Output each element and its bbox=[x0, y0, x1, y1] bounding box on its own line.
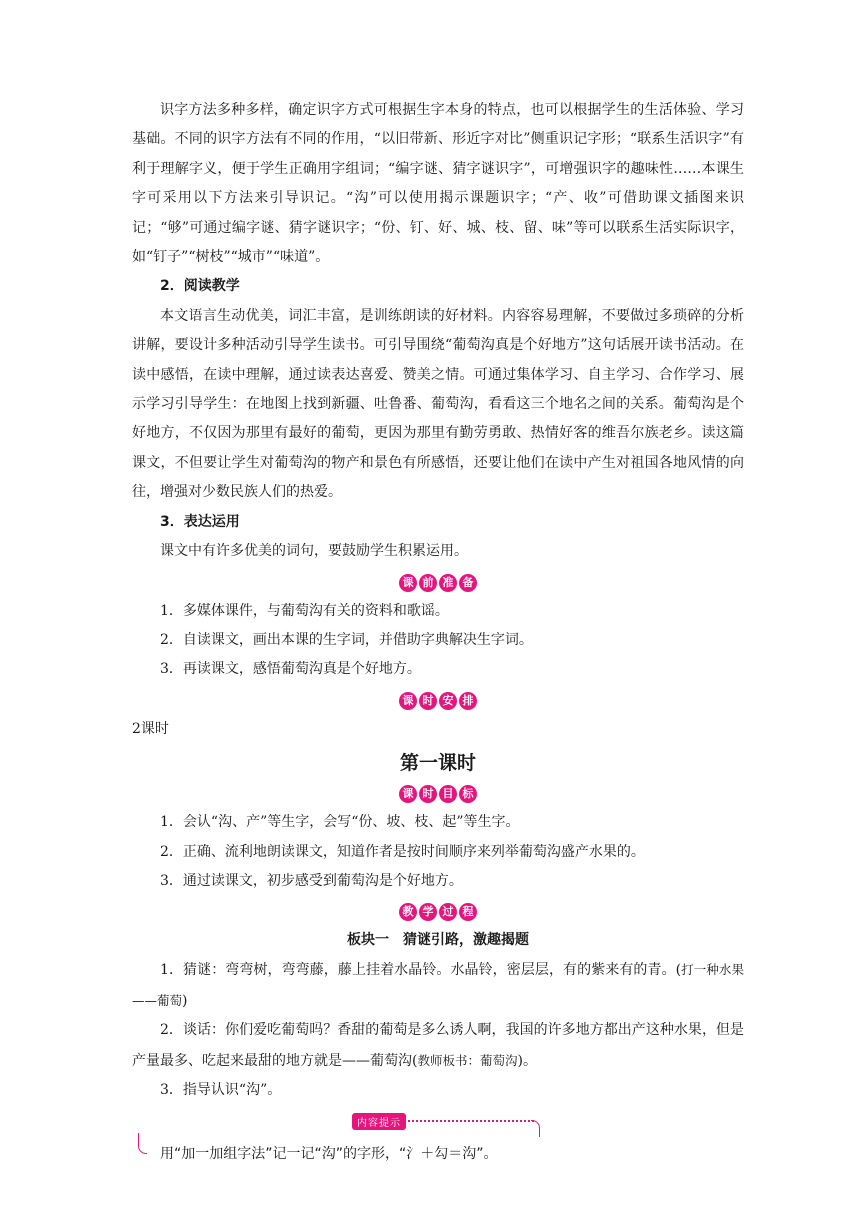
badge-char: 排 bbox=[459, 692, 477, 710]
tip-label: 内容提示 bbox=[352, 1113, 406, 1130]
badge-char: 时 bbox=[419, 692, 437, 710]
content-tip-box bbox=[132, 1113, 744, 1173]
badge-char: 课 bbox=[399, 692, 417, 710]
badge-char: 过 bbox=[439, 903, 457, 921]
badge-char: 教 bbox=[399, 903, 417, 921]
badge-process bbox=[132, 900, 744, 922]
talk-note: 教师板书：葡萄沟 bbox=[417, 1052, 518, 1068]
tip-text: 用“加一加组字法”记一记“沟”的字形，“氵＋勾＝沟”。 bbox=[160, 1146, 498, 1163]
talk-end: )。 bbox=[517, 1052, 537, 1069]
badge-char: 课 bbox=[399, 785, 417, 803]
badge-char: 安 bbox=[439, 692, 457, 710]
tip-bracket-right bbox=[531, 1120, 540, 1137]
block-title: 板块一 猜谜引路，激趣揭题 bbox=[347, 932, 529, 949]
prep-item: 2．自读课文，画出本课的生字词，并借助字典解决生字词。 bbox=[160, 631, 533, 648]
riddle-note: 打一种水果——葡萄 bbox=[132, 962, 744, 1008]
badge-char: 课 bbox=[399, 574, 417, 592]
talk-text: 2．谈话：你们爱吃葡萄吗？香甜的葡萄是多么诱人啊，我国的许多地方都出产这种水果，但是产量最多、吃起来最甜的地方就是——葡萄沟( bbox=[132, 1022, 744, 1069]
badge-char: 标 bbox=[459, 785, 477, 803]
process-item-guide: 3．指导认识“沟”。 bbox=[160, 1081, 282, 1098]
badge-char: 时 bbox=[419, 785, 437, 803]
badge-goals bbox=[132, 782, 744, 804]
lesson-title: 第一课时 bbox=[399, 752, 476, 775]
goal-item: 2．正确、流利地朗读课文，知道作者是按时间顺序来列举葡萄沟盛产水果的。 bbox=[160, 843, 645, 860]
badge-schedule bbox=[132, 689, 744, 711]
goal-item: 1．会认“沟、产”等生字，会写“份、坡、枝、起”等生字。 bbox=[160, 814, 520, 831]
prep-item: 1．多媒体课件，与葡萄沟有关的资料和歌谣。 bbox=[160, 602, 449, 619]
tip-dotted-line bbox=[404, 1120, 534, 1122]
goal-item: 3．通过读课文，初步感受到葡萄沟是个好地方。 bbox=[160, 872, 463, 889]
badge-char: 准 bbox=[439, 574, 457, 592]
badge-prep bbox=[132, 571, 744, 593]
badge-char: 目 bbox=[439, 785, 457, 803]
section-heading-reading: 2．阅读教学 bbox=[160, 278, 240, 295]
badge-char: 前 bbox=[419, 574, 437, 592]
process-item-riddle bbox=[132, 955, 744, 1016]
reading-paragraph: 本文语言生动优美，词汇丰富，是训练朗读的好材料。内容容易理解，不要做过多琐碎的分析讲解，要设计多种活动引导学生读书。可引导围绕“葡萄沟真是个好地方”这句话展开读书活动。在读中感悟，在读中理解，通过读表达喜爱、赞美之情。可通过集体学习、自主学习、合作学习、展示学习引导学生：在地图上找到新疆、吐鲁番、葡萄沟，看看这三个地名之间的关系。葡萄沟是个好地方，不仅因为那里有最好的葡萄，更因为那里有勤劳勇敢、热情好客的维吾尔族老乡。读这篇课文，不但要让学生对葡萄沟的物产和景色有所感悟，还要让他们在读中产生对祖国各地风情的向往，增强对少数民族人们的热爱。 bbox=[132, 307, 744, 501]
intro-paragraph: 识字方法多种多样，确定识字方式可根据生字本身的特点，也可以根据学生的生活体验、学习基础。不同的识字方法有不同的作用，“以旧带新、形近字对比”侧重识记字形；“联系生活识字”有利于理解字义，便于学生正确用字组词；“编字谜、猜字谜识字”，可增强识字的趣味性……本课生字可采用以下方法来引导识记。“沟”可以使用揭示课题识字；“产、收”可借助课文插图来识记；“够”可通过编字谜、猜字谜识字；“份、钉、好、城、枝、留、味”等可以联系生活实际识字，如“钉子”“树枝”“城市”“味道”。 bbox=[132, 102, 744, 266]
riddle-text: 1．猜谜：弯弯树，弯弯藤，藤上挂着水晶铃。水晶铃，密层层，有的紫来有的青。( bbox=[160, 962, 682, 979]
badge-char: 备 bbox=[459, 574, 477, 592]
prep-item: 3．再读课文，感悟葡萄沟真是个好地方。 bbox=[160, 661, 421, 678]
badge-char: 学 bbox=[419, 903, 437, 921]
process-item-talk bbox=[132, 1016, 744, 1076]
riddle-end: ) bbox=[182, 992, 188, 1009]
badge-char: 程 bbox=[459, 903, 477, 921]
schedule-text: 2课时 bbox=[132, 720, 169, 737]
expression-paragraph: 课文中有许多优美的词句，要鼓励学生积累运用。 bbox=[160, 543, 468, 560]
content-column bbox=[132, 96, 744, 1173]
tip-bracket-left bbox=[138, 1133, 147, 1154]
section-heading-expression: 3．表达运用 bbox=[160, 513, 240, 530]
